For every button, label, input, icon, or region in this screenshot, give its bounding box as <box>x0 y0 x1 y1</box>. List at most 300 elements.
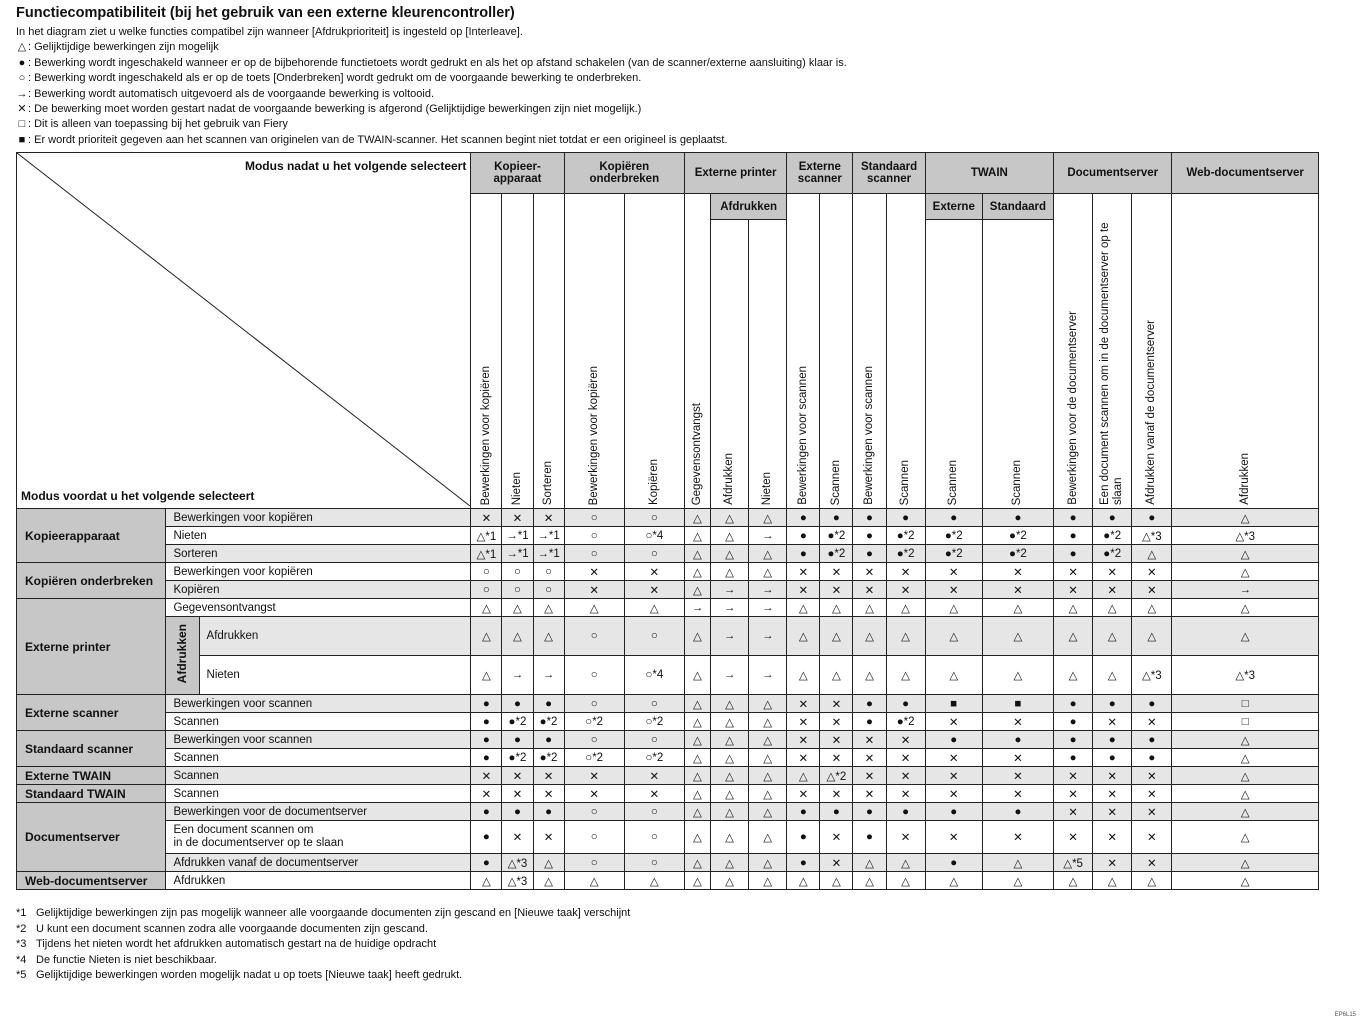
matrix-cell: ● <box>853 527 886 545</box>
matrix-cell: ✕ <box>787 749 820 767</box>
corner-bottom-label: Modus voordat u het volgende selecteert <box>21 489 255 503</box>
matrix-cell: ✕ <box>787 695 820 713</box>
row-label: Nieten <box>199 656 471 695</box>
matrix-cell: △ <box>502 617 533 656</box>
matrix-cell: △ <box>749 785 787 803</box>
matrix-cell: △ <box>749 713 787 731</box>
matrix-cell: ✕ <box>982 581 1053 599</box>
matrix-cell: ● <box>471 803 502 821</box>
matrix-cell: ✕ <box>886 785 925 803</box>
filled-circle-icon: ● <box>18 56 26 69</box>
matrix-cell: ● <box>982 803 1053 821</box>
matrix-cell: △ <box>711 545 749 563</box>
matrix-cell: △*5 <box>1054 854 1093 872</box>
matrix-cell: → <box>711 617 749 656</box>
legend-item: ■ : Er wordt prioriteit gegeven aan het scannen van originelen van de TWAIN-scanner. Het scannen begint niet totdat er een origineel is geplaatst. <box>16 133 847 148</box>
matrix-cell: → <box>749 599 787 617</box>
matrix-cell: △ <box>711 527 749 545</box>
matrix-cell: ● <box>502 695 533 713</box>
table-row <box>17 509 1319 527</box>
matrix-cell: ○ <box>502 563 533 581</box>
table-row <box>17 749 1319 767</box>
table-row <box>17 617 1319 656</box>
matrix-cell: ● <box>820 803 853 821</box>
matrix-cell: ● <box>1093 749 1132 767</box>
matrix-cell: ✕ <box>982 821 1053 854</box>
matrix-cell: △ <box>925 656 982 695</box>
matrix-cell: ○ <box>624 695 684 713</box>
page-title: Functiecompatibiliteit (bij het gebruik van een externe kleurencontroller) <box>16 5 515 21</box>
matrix-cell: ○*2 <box>624 713 684 731</box>
triangle-icon: △ <box>17 41 27 54</box>
matrix-cell: △ <box>1054 872 1093 890</box>
matrix-cell: △ <box>684 713 710 731</box>
matrix-cell: ✕ <box>1093 767 1132 785</box>
matrix-cell: ✕ <box>853 767 886 785</box>
matrix-cell: ✕ <box>533 821 564 854</box>
matrix-cell: ✕ <box>502 821 533 854</box>
matrix-cell: △ <box>925 617 982 656</box>
matrix-cell: ✕ <box>820 581 853 599</box>
table-row <box>17 545 1319 563</box>
table-row <box>17 599 1319 617</box>
matrix-cell: △ <box>820 656 853 695</box>
matrix-cell: ✕ <box>853 749 886 767</box>
matrix-cell: ✕ <box>886 767 925 785</box>
matrix-cell: △ <box>684 872 710 890</box>
matrix-cell: ✕ <box>1054 803 1093 821</box>
matrix-cell: ✕ <box>1093 785 1132 803</box>
row-label: Gegevensontvangst <box>166 599 471 617</box>
matrix-cell: ✕ <box>820 749 853 767</box>
matrix-cell: △ <box>820 617 853 656</box>
matrix-cell: ●*2 <box>1093 545 1132 563</box>
row-group-externe-twain: Externe TWAIN <box>17 767 166 785</box>
matrix-cell: ●*2 <box>533 749 564 767</box>
matrix-cell: △*3 <box>1172 656 1319 695</box>
matrix-cell: ● <box>533 731 564 749</box>
matrix-cell: ✕ <box>624 563 684 581</box>
matrix-cell: △ <box>684 749 710 767</box>
matrix-cell: △ <box>564 872 624 890</box>
matrix-cell: ✕ <box>533 785 564 803</box>
matrix-cell: ✕ <box>787 563 820 581</box>
matrix-cell: ✕ <box>1054 563 1093 581</box>
matrix-cell: ✕ <box>1054 767 1093 785</box>
matrix-cell: ● <box>502 731 533 749</box>
matrix-cell: △*1 <box>471 545 502 563</box>
matrix-cell: ○ <box>471 563 502 581</box>
matrix-cell: ✕ <box>1132 854 1172 872</box>
matrix-cell: ● <box>853 509 886 527</box>
matrix-cell: ✕ <box>886 749 925 767</box>
matrix-cell: ✕ <box>853 581 886 599</box>
matrix-cell: ✕ <box>820 695 853 713</box>
matrix-cell: ✕ <box>502 785 533 803</box>
matrix-cell: ● <box>925 731 982 749</box>
matrix-cell: ○*4 <box>624 656 684 695</box>
matrix-cell: △ <box>787 872 820 890</box>
header-kopieren-onderbreken: Kopiëren onderbreken <box>564 153 684 194</box>
matrix-cell: △*3 <box>1132 656 1172 695</box>
matrix-cell: ✕ <box>982 749 1053 767</box>
row-label: Afdrukken <box>166 872 471 890</box>
matrix-cell: ○ <box>564 854 624 872</box>
matrix-cell: ✕ <box>853 785 886 803</box>
matrix-cell: ✕ <box>564 563 624 581</box>
column-header: Bewerkingen voor scannen <box>787 194 820 509</box>
matrix-cell: △ <box>502 599 533 617</box>
matrix-cell: ● <box>471 854 502 872</box>
matrix-cell: △ <box>533 617 564 656</box>
matrix-cell: ● <box>982 509 1053 527</box>
legend-item: □ : Dit is alleen van toepassing bij het gebruik van Fiery <box>16 117 847 132</box>
table-row <box>17 767 1319 785</box>
matrix-cell: △ <box>1172 545 1319 563</box>
matrix-cell: △ <box>1172 599 1319 617</box>
corner-top-label: Modus nadat u het volgende selecteert <box>244 159 467 173</box>
footnote: *3 Tijdens het nieten wordt het afdrukken automatisch gestart na de huidige opdracht <box>16 938 437 951</box>
row-group-standaard-scanner: Standaard scanner <box>17 731 166 767</box>
matrix-cell: ✕ <box>1093 581 1132 599</box>
matrix-cell: △ <box>982 599 1053 617</box>
column-header: Scannen <box>982 220 1053 509</box>
matrix-cell: △ <box>711 872 749 890</box>
table-row <box>17 656 1319 695</box>
matrix-cell: ✕ <box>1054 581 1093 599</box>
matrix-cell: △ <box>624 872 684 890</box>
matrix-cell: ✕ <box>502 509 533 527</box>
matrix-cell: ✕ <box>886 731 925 749</box>
matrix-cell: △ <box>853 617 886 656</box>
column-header: Sorteren <box>533 194 564 509</box>
matrix-cell: ○ <box>564 545 624 563</box>
matrix-cell: ● <box>1132 695 1172 713</box>
matrix-cell: ●*2 <box>982 527 1053 545</box>
matrix-cell: ✕ <box>925 749 982 767</box>
matrix-cell: ✕ <box>1093 821 1132 854</box>
table-row <box>17 785 1319 803</box>
matrix-cell: △ <box>684 656 710 695</box>
matrix-cell: ○ <box>533 563 564 581</box>
matrix-cell: □ <box>1172 695 1319 713</box>
table-row <box>17 854 1319 872</box>
matrix-cell: △ <box>684 617 710 656</box>
matrix-cell: → <box>502 656 533 695</box>
matrix-cell: ✕ <box>886 821 925 854</box>
matrix-cell: ● <box>1054 695 1093 713</box>
matrix-cell: ○ <box>564 821 624 854</box>
matrix-cell: ● <box>471 749 502 767</box>
matrix-cell: △*3 <box>1172 527 1319 545</box>
matrix-cell: ● <box>1093 731 1132 749</box>
footnotes <box>16 906 630 984</box>
column-header: Nieten <box>749 220 787 509</box>
matrix-cell: ● <box>853 545 886 563</box>
matrix-cell: ○*2 <box>624 749 684 767</box>
matrix-cell: ● <box>925 509 982 527</box>
matrix-cell: △ <box>749 767 787 785</box>
matrix-cell: ● <box>787 527 820 545</box>
column-header: Bewerkingen voor scannen <box>853 194 886 509</box>
matrix-cell: ● <box>1132 731 1172 749</box>
legend-item: △ : Gelijktijdige bewerkingen zijn mogelijk <box>16 40 847 55</box>
matrix-cell: ✕ <box>982 785 1053 803</box>
row-label: Bewerkingen voor scannen <box>166 695 471 713</box>
matrix-cell: △ <box>749 749 787 767</box>
matrix-cell: △ <box>471 599 502 617</box>
image-code: EP6L15 <box>1334 1012 1356 1018</box>
header-web-documentserver: Web-documentserver <box>1172 153 1319 194</box>
matrix-cell: ✕ <box>471 767 502 785</box>
matrix-cell: ○ <box>564 509 624 527</box>
column-header: Een document scannen om in de documentserver op te slaan <box>1093 194 1132 509</box>
matrix-cell: ○ <box>471 581 502 599</box>
column-header: Afdrukken <box>711 220 749 509</box>
matrix-cell: △ <box>1172 821 1319 854</box>
matrix-cell: △ <box>886 872 925 890</box>
matrix-cell: ○ <box>624 854 684 872</box>
legend-item: ✕: De bewerking moet worden gestart nadat de voorgaande bewerking is afgerond (Gelijktijdige bewerkingen zijn niet mogelijk.) <box>16 102 847 117</box>
header-externe-printer: Externe printer <box>684 153 786 194</box>
matrix-cell: △ <box>711 803 749 821</box>
compatibility-table <box>16 152 1319 890</box>
matrix-cell: ✕ <box>1093 803 1132 821</box>
row-group-externe-scanner: Externe scanner <box>17 695 166 731</box>
matrix-cell: ● <box>853 713 886 731</box>
matrix-cell: ○*2 <box>564 713 624 731</box>
footnote: *1 Gelijktijdige bewerkingen zijn pas mogelijk wanneer alle voorgaande documenten zijn gescand en [Nieuwe taak] verschijnt <box>16 907 631 919</box>
matrix-cell: △ <box>684 731 710 749</box>
matrix-cell: ○ <box>564 695 624 713</box>
table-row <box>17 821 1319 854</box>
row-label: Scannen <box>166 713 471 731</box>
table-row <box>17 872 1319 890</box>
matrix-cell: →*1 <box>533 527 564 545</box>
row-group-standaard-twain: Standaard TWAIN <box>17 785 166 803</box>
column-header: Bewerkingen voor kopiëren <box>564 194 624 509</box>
matrix-cell: ● <box>1054 509 1093 527</box>
matrix-cell: △ <box>853 872 886 890</box>
matrix-cell: ✕ <box>925 785 982 803</box>
matrix-cell: △ <box>471 656 502 695</box>
matrix-cell: ○ <box>502 581 533 599</box>
matrix-cell: △ <box>711 854 749 872</box>
row-label: Een document scannen om in de documentserver op te slaan <box>166 821 471 854</box>
matrix-cell: ✕ <box>533 767 564 785</box>
matrix-cell: △ <box>925 872 982 890</box>
column-header: Kopiëren <box>624 194 684 509</box>
header-documentserver: Documentserver <box>1054 153 1172 194</box>
matrix-cell: △ <box>711 749 749 767</box>
matrix-cell: ✕ <box>925 821 982 854</box>
matrix-cell: △ <box>1172 749 1319 767</box>
arrow-right-icon: → <box>16 87 28 100</box>
matrix-cell: ● <box>1093 509 1132 527</box>
matrix-cell: ✕ <box>1132 785 1172 803</box>
matrix-cell: △ <box>749 803 787 821</box>
matrix-cell: ✕ <box>1093 713 1132 731</box>
row-label: Afdrukken vanaf de documentserver <box>166 854 471 872</box>
matrix-cell: △ <box>684 821 710 854</box>
footnote: *4 De functie Nieten is niet beschikbaar. <box>16 953 217 966</box>
matrix-cell: △ <box>471 617 502 656</box>
matrix-cell: △ <box>749 563 787 581</box>
matrix-cell: △ <box>1093 656 1132 695</box>
matrix-cell: △ <box>853 656 886 695</box>
row-group-kopieerapparaat: Kopieerapparaat <box>17 509 166 563</box>
matrix-cell: △ <box>886 599 925 617</box>
matrix-cell: △ <box>1093 599 1132 617</box>
column-header: Bewerkingen voor kopiëren <box>471 194 502 509</box>
matrix-cell: ● <box>1054 749 1093 767</box>
matrix-cell: → <box>749 656 787 695</box>
column-header: Afdrukken vanaf de documentserver <box>1132 194 1172 509</box>
legend-item: ○ : Bewerking wordt ingeschakeld als er op de toets [Onderbreken] wordt gedrukt om de voorgaande bewerking te onderbreken. <box>16 71 847 86</box>
matrix-cell: ○ <box>564 731 624 749</box>
matrix-cell: △ <box>749 509 787 527</box>
open-circle-icon: ○ <box>18 72 26 85</box>
matrix-cell: △ <box>684 545 710 563</box>
matrix-cell: ●*2 <box>925 527 982 545</box>
matrix-cell: △ <box>1132 872 1172 890</box>
matrix-cell: △ <box>820 599 853 617</box>
table-row <box>17 527 1319 545</box>
matrix-cell: ✕ <box>820 713 853 731</box>
matrix-cell: → <box>533 656 564 695</box>
matrix-cell: ○ <box>624 545 684 563</box>
matrix-cell: ✕ <box>886 581 925 599</box>
matrix-cell: →*1 <box>533 545 564 563</box>
matrix-cell: ● <box>886 695 925 713</box>
matrix-cell: ●*2 <box>925 545 982 563</box>
matrix-cell: ● <box>1132 749 1172 767</box>
matrix-cell: ✕ <box>853 731 886 749</box>
matrix-cell: ✕ <box>982 767 1053 785</box>
matrix-cell: △ <box>1132 545 1172 563</box>
matrix-cell: → <box>711 581 749 599</box>
matrix-cell: ✕ <box>787 785 820 803</box>
matrix-cell: ●*2 <box>502 713 533 731</box>
matrix-cell: △ <box>886 854 925 872</box>
matrix-cell: ● <box>787 803 820 821</box>
matrix-cell: ■ <box>982 695 1053 713</box>
matrix-cell: ● <box>1054 527 1093 545</box>
matrix-cell: ○*2 <box>564 749 624 767</box>
matrix-cell: ● <box>820 509 853 527</box>
matrix-cell: ○ <box>624 617 684 656</box>
matrix-cell: △ <box>1172 731 1319 749</box>
row-label: Bewerkingen voor kopiëren <box>166 563 471 581</box>
matrix-cell: ● <box>787 509 820 527</box>
table-row <box>17 731 1319 749</box>
row-group-kopieren-onderbreken: Kopiëren onderbreken <box>17 563 166 599</box>
matrix-cell: ✕ <box>820 563 853 581</box>
matrix-cell: ●*2 <box>886 527 925 545</box>
matrix-cell: ● <box>1132 509 1172 527</box>
matrix-cell: → <box>684 599 710 617</box>
matrix-cell: ✕ <box>471 509 502 527</box>
matrix-cell: △ <box>886 617 925 656</box>
matrix-cell: ✕ <box>925 713 982 731</box>
matrix-cell: ●*2 <box>820 527 853 545</box>
header-twain-standaard: Standaard <box>982 194 1053 220</box>
matrix-cell: △ <box>925 599 982 617</box>
matrix-cell: ● <box>853 695 886 713</box>
matrix-cell: △ <box>533 872 564 890</box>
matrix-cell: △ <box>982 656 1053 695</box>
matrix-cell: → <box>711 656 749 695</box>
matrix-cell: ● <box>471 731 502 749</box>
row-label: Scannen <box>166 785 471 803</box>
matrix-cell: ✕ <box>820 785 853 803</box>
matrix-cell: △ <box>853 854 886 872</box>
matrix-cell: △*3 <box>1132 527 1172 545</box>
column-header: Gegevensontvangst <box>684 194 710 509</box>
matrix-cell: □ <box>1172 713 1319 731</box>
matrix-cell: △ <box>1172 617 1319 656</box>
matrix-cell: ● <box>853 803 886 821</box>
matrix-cell: ● <box>471 821 502 854</box>
column-header: Scannen <box>886 194 925 509</box>
diagonal-line <box>17 153 470 506</box>
matrix-cell: △ <box>1054 656 1093 695</box>
matrix-cell: → <box>749 527 787 545</box>
matrix-cell: ✕ <box>925 581 982 599</box>
matrix-cell: ✕ <box>1093 854 1132 872</box>
matrix-cell: △ <box>684 854 710 872</box>
matrix-cell: △ <box>711 713 749 731</box>
intro-text: In het diagram ziet u welke functies compatibel zijn wanneer [Afdrukprioriteit] is ingesteld op [Interleave]. <box>16 26 523 38</box>
cross-icon: ✕ <box>17 103 27 116</box>
row-group-externe-printer: Externe printer <box>17 599 166 695</box>
table-row <box>17 695 1319 713</box>
matrix-cell: ● <box>787 821 820 854</box>
matrix-cell: ✕ <box>787 581 820 599</box>
table-row <box>17 713 1319 731</box>
header-twain-externe: Externe <box>925 194 982 220</box>
matrix-cell: △ <box>886 656 925 695</box>
legend-item: ● : Bewerking wordt ingeschakeld wanneer er op de bijbehorende functietoets wordt gedrukt en als het op afstand schakelen (van de scanner/externe aansluiting) klaar is. <box>16 56 847 71</box>
matrix-cell: △ <box>1172 803 1319 821</box>
matrix-cell: △ <box>711 785 749 803</box>
matrix-cell: △ <box>1132 599 1172 617</box>
matrix-cell: ✕ <box>1093 563 1132 581</box>
matrix-cell: △ <box>749 695 787 713</box>
matrix-cell: →*1 <box>502 527 533 545</box>
matrix-cell: △ <box>749 545 787 563</box>
matrix-cell: △ <box>787 767 820 785</box>
matrix-cell: △ <box>1172 767 1319 785</box>
matrix-cell: ○ <box>624 509 684 527</box>
matrix-cell: △ <box>982 617 1053 656</box>
matrix-cell: ✕ <box>820 821 853 854</box>
matrix-cell: ● <box>982 731 1053 749</box>
matrix-cell: △ <box>1172 509 1319 527</box>
matrix-cell: △ <box>684 785 710 803</box>
matrix-cell: △ <box>787 656 820 695</box>
matrix-cell: △ <box>749 821 787 854</box>
matrix-cell: ● <box>533 803 564 821</box>
matrix-cell: ✕ <box>820 854 853 872</box>
matrix-cell: ●*2 <box>886 545 925 563</box>
matrix-cell: ● <box>787 854 820 872</box>
matrix-cell: △ <box>749 731 787 749</box>
corner-cell <box>17 153 471 509</box>
matrix-cell: △ <box>684 581 710 599</box>
matrix-cell: △ <box>684 563 710 581</box>
matrix-cell: △ <box>711 509 749 527</box>
